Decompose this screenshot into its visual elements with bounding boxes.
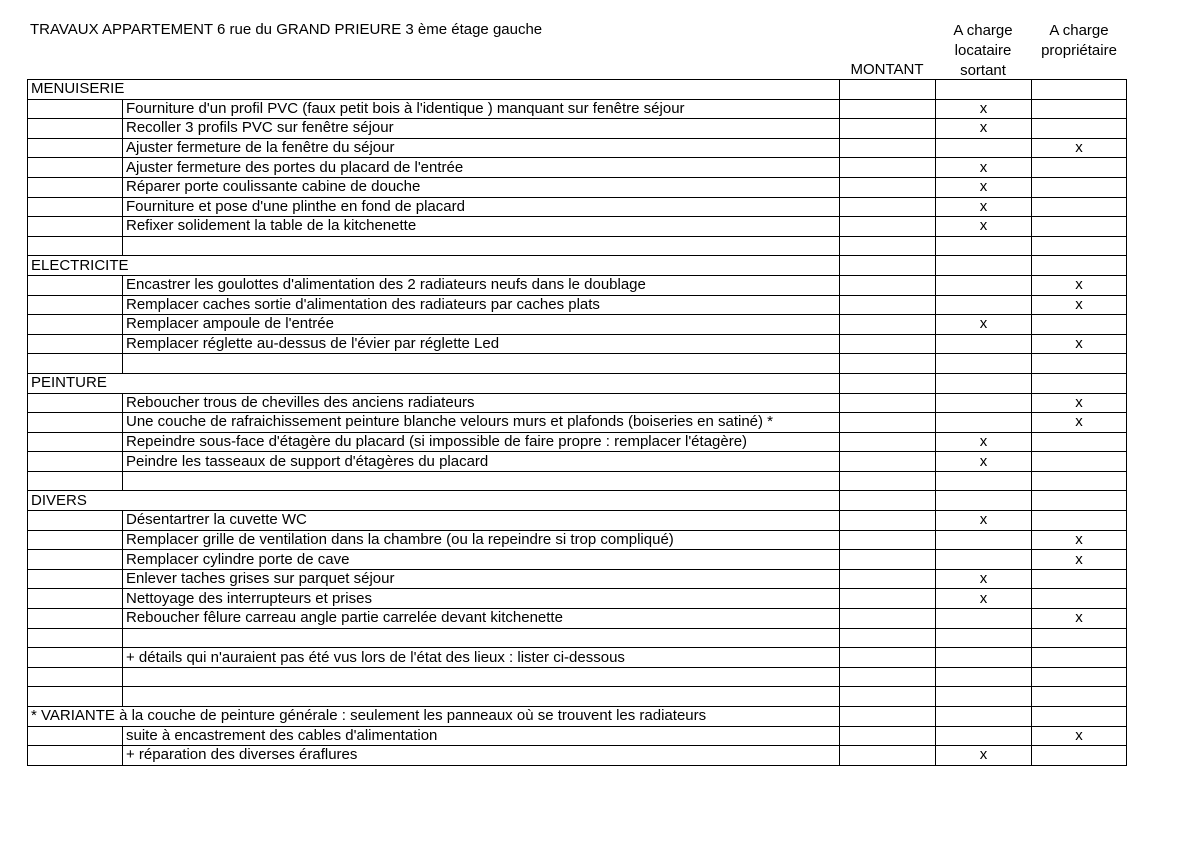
row-spacer-cell [28, 687, 123, 707]
montant-cell [840, 707, 936, 727]
locataire-mark [936, 491, 1032, 511]
row-spacer-cell [28, 667, 123, 687]
header-montant: MONTANT [850, 61, 924, 78]
locataire-mark: x [936, 452, 1032, 472]
row-spacer-cell [28, 197, 123, 217]
table-row [28, 315, 1127, 335]
row-spacer-cell [28, 295, 123, 315]
row-spacer-cell [28, 609, 123, 629]
proprietaire-mark [1032, 315, 1127, 335]
task-description: Remplacer caches sortie d'alimentation des radiateurs par caches plats [123, 295, 840, 315]
locataire-mark [936, 334, 1032, 354]
montant-cell [840, 119, 936, 139]
locataire-mark [936, 256, 1032, 276]
table-row [28, 275, 1127, 295]
proprietaire-mark [1032, 628, 1127, 648]
montant-cell [840, 550, 936, 570]
table-row [28, 334, 1127, 354]
section-label: MENUISERIE [28, 80, 840, 100]
task-description: Enlever taches grises sur parquet séjour [123, 569, 840, 589]
task-description: Remplacer ampoule de l'entrée [123, 315, 840, 335]
table-row [28, 236, 1127, 256]
locataire-mark [936, 236, 1032, 256]
proprietaire-mark [1032, 432, 1127, 452]
task-description: suite à encastrement des cables d'alimentation [123, 726, 840, 746]
proprietaire-mark [1032, 569, 1127, 589]
task-description: Peindre les tasseaux de support d'étagères du placard [123, 452, 840, 472]
table-row [28, 197, 1127, 217]
proprietaire-mark [1032, 177, 1127, 197]
locataire-mark: x [936, 158, 1032, 178]
montant-cell [840, 354, 936, 374]
task-description: Une couche de rafraichissement peinture blanche velours murs et plafonds (boiseries en satiné) * [123, 413, 840, 433]
row-spacer-cell [28, 511, 123, 531]
row-spacer-cell [28, 119, 123, 139]
table-row [28, 511, 1127, 531]
proprietaire-mark [1032, 452, 1127, 472]
locataire-mark [936, 373, 1032, 393]
locataire-mark: x [936, 569, 1032, 589]
task-description: Remplacer grille de ventilation dans la chambre (ou la repeindre si trop compliqué) [123, 530, 840, 550]
table-row [28, 648, 1127, 668]
task-description [123, 236, 840, 256]
montant-cell [840, 256, 936, 276]
table-row [28, 393, 1127, 413]
montant-cell [840, 609, 936, 629]
montant-cell [840, 511, 936, 531]
locataire-mark [936, 80, 1032, 100]
task-description: Ajuster fermeture de la fenêtre du séjour [123, 138, 840, 158]
locataire-mark [936, 628, 1032, 648]
table-row [28, 99, 1127, 119]
proprietaire-mark: x [1032, 609, 1127, 629]
locataire-mark [936, 609, 1032, 629]
locataire-mark [936, 471, 1032, 491]
montant-cell [840, 197, 936, 217]
row-spacer-cell [28, 471, 123, 491]
task-description: Remplacer cylindre porte de cave [123, 550, 840, 570]
montant-cell [840, 648, 936, 668]
locataire-mark [936, 393, 1032, 413]
row-spacer-cell [28, 589, 123, 609]
header-charge-proprietaire: A charge propriétaire [1041, 22, 1117, 59]
locataire-mark [936, 648, 1032, 668]
task-description: + détails qui n'auraient pas été vus lors de l'état des lieux : lister ci-dessous [123, 648, 840, 668]
montant-cell [840, 177, 936, 197]
task-description: Fourniture d'un profil PVC (faux petit bois à l'identique ) manquant sur fenêtre séjour [123, 99, 840, 119]
proprietaire-mark [1032, 491, 1127, 511]
row-spacer-cell [28, 452, 123, 472]
section-label: DIVERS [28, 491, 840, 511]
variante-row [28, 707, 1127, 727]
table-row [28, 119, 1127, 139]
proprietaire-mark: x [1032, 138, 1127, 158]
proprietaire-mark [1032, 80, 1127, 100]
locataire-mark: x [936, 197, 1032, 217]
locataire-mark [936, 687, 1032, 707]
row-spacer-cell [28, 315, 123, 335]
task-description: Repeindre sous-face d'étagère du placard (si impossible de faire propre : remplacer l'étagère) [123, 432, 840, 452]
proprietaire-mark [1032, 648, 1127, 668]
task-description: Réparer porte coulissante cabine de douche [123, 177, 840, 197]
locataire-mark: x [936, 511, 1032, 531]
table-row [28, 589, 1127, 609]
proprietaire-mark [1032, 471, 1127, 491]
montant-cell [840, 452, 936, 472]
row-spacer-cell [28, 334, 123, 354]
locataire-mark [936, 550, 1032, 570]
row-spacer-cell [28, 177, 123, 197]
task-description: Recoller 3 profils PVC sur fenêtre séjour [123, 119, 840, 139]
row-spacer-cell [28, 393, 123, 413]
locataire-mark [936, 138, 1032, 158]
row-spacer-cell [28, 530, 123, 550]
task-description: Remplacer réglette au-dessus de l'évier par réglette Led [123, 334, 840, 354]
table-row [28, 530, 1127, 550]
task-description: Reboucher fêlure carreau angle partie carrelée devant kitchenette [123, 609, 840, 629]
locataire-mark [936, 413, 1032, 433]
row-spacer-cell [28, 138, 123, 158]
table-row [28, 471, 1127, 491]
table-row [28, 550, 1127, 570]
montant-cell [840, 726, 936, 746]
locataire-mark [936, 354, 1032, 374]
task-description: Nettoyage des interrupteurs et prises [123, 589, 840, 609]
proprietaire-mark: x [1032, 275, 1127, 295]
montant-cell [840, 746, 936, 766]
locataire-mark [936, 275, 1032, 295]
table-row [28, 217, 1127, 237]
montant-cell [840, 275, 936, 295]
proprietaire-mark: x [1032, 550, 1127, 570]
task-description: Encastrer les goulottes d'alimentation des 2 radiateurs neufs dans le doublage [123, 275, 840, 295]
montant-cell [840, 687, 936, 707]
header-charge-locataire: A charge locataire sortant [953, 22, 1013, 79]
montant-cell [840, 334, 936, 354]
table-row [28, 373, 1127, 393]
montant-cell [840, 432, 936, 452]
row-spacer-cell [28, 550, 123, 570]
task-description: Refixer solidement la table de la kitchenette [123, 217, 840, 237]
proprietaire-mark [1032, 119, 1127, 139]
locataire-mark: x [936, 746, 1032, 766]
row-spacer-cell [28, 413, 123, 433]
montant-cell [840, 373, 936, 393]
montant-cell [840, 491, 936, 511]
document-title: TRAVAUX APPARTEMENT 6 rue du GRAND PRIEURE 3 ème étage gauche [30, 21, 543, 38]
montant-cell [840, 569, 936, 589]
table-row [28, 491, 1127, 511]
proprietaire-mark [1032, 99, 1127, 119]
table-row [28, 295, 1127, 315]
proprietaire-mark [1032, 217, 1127, 237]
variante-note: * VARIANTE à la couche de peinture générale : seulement les panneaux où se trouvent les radiateurs [28, 707, 840, 727]
montant-cell [840, 530, 936, 550]
table-row [28, 138, 1127, 158]
proprietaire-mark: x [1032, 726, 1127, 746]
proprietaire-mark: x [1032, 530, 1127, 550]
locataire-mark: x [936, 315, 1032, 335]
proprietaire-mark [1032, 236, 1127, 256]
table-row [28, 80, 1127, 100]
locataire-mark: x [936, 99, 1032, 119]
proprietaire-mark: x [1032, 413, 1127, 433]
proprietaire-mark [1032, 667, 1127, 687]
table-row [28, 256, 1127, 276]
proprietaire-mark [1032, 256, 1127, 276]
locataire-mark: x [936, 119, 1032, 139]
montant-cell [840, 295, 936, 315]
table-row [28, 158, 1127, 178]
proprietaire-mark [1032, 707, 1127, 727]
task-description [123, 687, 840, 707]
proprietaire-mark [1032, 354, 1127, 374]
row-spacer-cell [28, 158, 123, 178]
section-label: PEINTURE [28, 373, 840, 393]
proprietaire-mark: x [1032, 334, 1127, 354]
table-row [28, 667, 1127, 687]
table-row [28, 569, 1127, 589]
locataire-mark [936, 530, 1032, 550]
table-row [28, 687, 1127, 707]
locataire-mark: x [936, 432, 1032, 452]
table-row [28, 354, 1127, 374]
montant-cell [840, 667, 936, 687]
row-spacer-cell [28, 99, 123, 119]
section-label: ELECTRICITE [28, 256, 840, 276]
table-row [28, 432, 1127, 452]
montant-cell [840, 471, 936, 491]
proprietaire-mark [1032, 687, 1127, 707]
proprietaire-mark [1032, 589, 1127, 609]
montant-cell [840, 80, 936, 100]
task-description [123, 667, 840, 687]
locataire-mark [936, 667, 1032, 687]
montant-cell [840, 393, 936, 413]
montant-cell [840, 99, 936, 119]
proprietaire-mark: x [1032, 393, 1127, 413]
proprietaire-mark [1032, 746, 1127, 766]
task-description: Ajuster fermeture des portes du placard de l'entrée [123, 158, 840, 178]
task-description: + réparation des diverses éraflures [123, 746, 840, 766]
proprietaire-mark: x [1032, 295, 1127, 315]
row-spacer-cell [28, 217, 123, 237]
task-description [123, 471, 840, 491]
task-description: Reboucher trous de chevilles des anciens radiateurs [123, 393, 840, 413]
locataire-mark: x [936, 177, 1032, 197]
task-description [123, 628, 840, 648]
task-description: Fourniture et pose d'une plinthe en fond de placard [123, 197, 840, 217]
locataire-mark [936, 707, 1032, 727]
montant-cell [840, 628, 936, 648]
montant-cell [840, 217, 936, 237]
montant-cell [840, 315, 936, 335]
proprietaire-mark [1032, 158, 1127, 178]
locataire-mark: x [936, 589, 1032, 609]
row-spacer-cell [28, 569, 123, 589]
task-description [123, 354, 840, 374]
table-row [28, 177, 1127, 197]
montant-cell [840, 138, 936, 158]
table-row [28, 726, 1127, 746]
montant-cell [840, 589, 936, 609]
table-row [28, 413, 1127, 433]
works-table [27, 79, 1127, 766]
montant-cell [840, 413, 936, 433]
locataire-mark [936, 295, 1032, 315]
row-spacer-cell [28, 236, 123, 256]
row-spacer-cell [28, 432, 123, 452]
table-row [28, 609, 1127, 629]
task-description: Désentartrer la cuvette WC [123, 511, 840, 531]
row-spacer-cell [28, 628, 123, 648]
locataire-mark [936, 726, 1032, 746]
row-spacer-cell [28, 726, 123, 746]
row-spacer-cell [28, 746, 123, 766]
proprietaire-mark [1032, 197, 1127, 217]
table-row [28, 452, 1127, 472]
table-row [28, 628, 1127, 648]
proprietaire-mark [1032, 373, 1127, 393]
proprietaire-mark [1032, 511, 1127, 531]
montant-cell [840, 158, 936, 178]
table-row [28, 746, 1127, 766]
row-spacer-cell [28, 275, 123, 295]
row-spacer-cell [28, 354, 123, 374]
locataire-mark: x [936, 217, 1032, 237]
row-spacer-cell [28, 648, 123, 668]
montant-cell [840, 236, 936, 256]
